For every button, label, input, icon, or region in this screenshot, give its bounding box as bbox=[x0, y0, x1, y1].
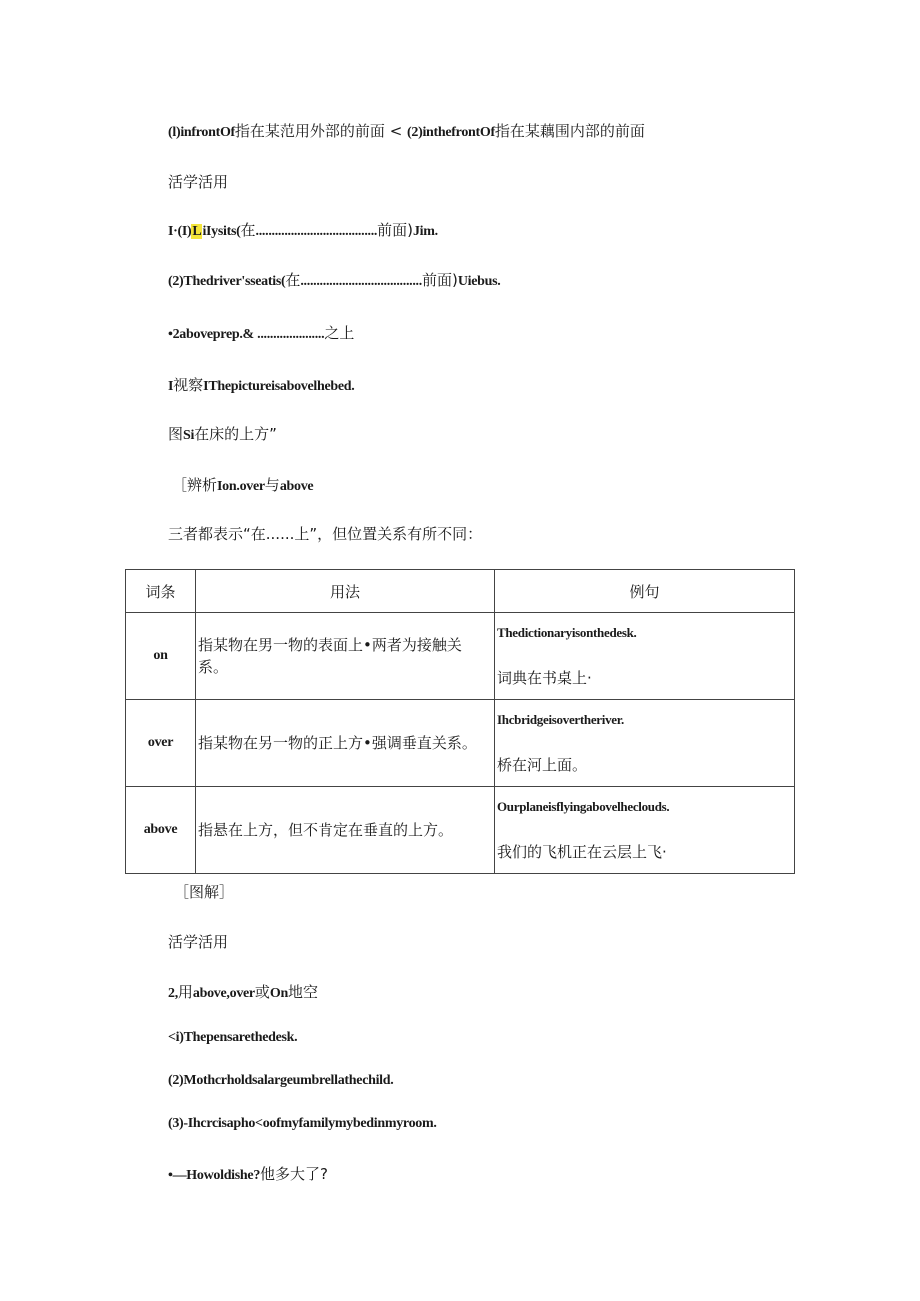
exercise-2-item-1: <i)Thepensarethedesk. bbox=[168, 1030, 298, 1045]
above-definition: •2aboveprep.& .....................之上 bbox=[168, 324, 355, 342]
header-example: 例句 bbox=[495, 570, 795, 613]
row-example bbox=[495, 700, 795, 787]
dialog-line: •—Howoldishe?他多大了? bbox=[168, 1165, 328, 1183]
highlight-mark: L bbox=[192, 224, 202, 239]
example-cn: 词典在书桌上· bbox=[497, 669, 592, 687]
example-en: Thedictionaryisonthedesk. bbox=[497, 625, 637, 640]
comparison-table bbox=[125, 569, 795, 874]
exercise-1-line: I·(I)LiIysits(在......................................前面)Jim. bbox=[168, 221, 438, 239]
table-row bbox=[126, 787, 795, 874]
diagram-heading: ［图解］ bbox=[174, 883, 235, 901]
table-row bbox=[126, 613, 795, 700]
example-cn: 我们的飞机正在云层上飞· bbox=[497, 843, 667, 861]
table-header-row bbox=[126, 570, 795, 613]
row-usage: 指某物在另一物的正上方•强调垂直关系。 bbox=[196, 700, 495, 787]
row-term: over bbox=[126, 700, 196, 787]
section-heading-practice: 活学活用 bbox=[168, 173, 229, 191]
exercise-2-item-3: (3)-Ihcrcisapho<oofmyfamilymybedinmyroom. bbox=[168, 1116, 437, 1131]
row-usage: 指悬在上方，但不肯定在垂直的上方。 bbox=[196, 787, 495, 874]
table-row bbox=[126, 700, 795, 787]
row-term: on bbox=[126, 613, 196, 700]
header-term: 词条 bbox=[126, 570, 196, 613]
observe-example: I视察IThepictureisabovelhebed. bbox=[168, 376, 355, 394]
analysis-intro: 三者都表示“在......上”，但位置关系有所不同： bbox=[168, 525, 483, 543]
example-translation: 图Si在床的上方” bbox=[168, 425, 277, 443]
row-example bbox=[495, 613, 795, 700]
header-usage: 用法 bbox=[196, 570, 495, 613]
section-heading-practice-2: 活学活用 bbox=[168, 933, 229, 951]
row-example bbox=[495, 787, 795, 874]
example-cn: 桥在河上面。 bbox=[497, 756, 588, 774]
exercise-2-item-2: (2)Mothcrholdsalargeumbrellathechild. bbox=[168, 1073, 394, 1088]
exercise-2-instruction: 2,用above,over或On地空 bbox=[168, 983, 318, 1001]
line-in-front-of: (l)infrontOf指在某范用外部的前面 < (2)inthefrontOf指在某藕围内部的前面 bbox=[168, 122, 645, 140]
analysis-heading: ［辨析Ion.over与above bbox=[172, 476, 314, 494]
row-term: above bbox=[126, 787, 196, 874]
example-en: Ihcbridgeisovertheriver. bbox=[497, 712, 624, 727]
row-usage: 指某物在男一物的表面上•两者为接触关系。 bbox=[196, 613, 495, 700]
exercise-2-line: (2)Thedriver'sseatis(在......................................前面)Uiebus. bbox=[168, 271, 501, 289]
example-en: Ourplaneisflyingabovelheclouds. bbox=[497, 799, 670, 814]
